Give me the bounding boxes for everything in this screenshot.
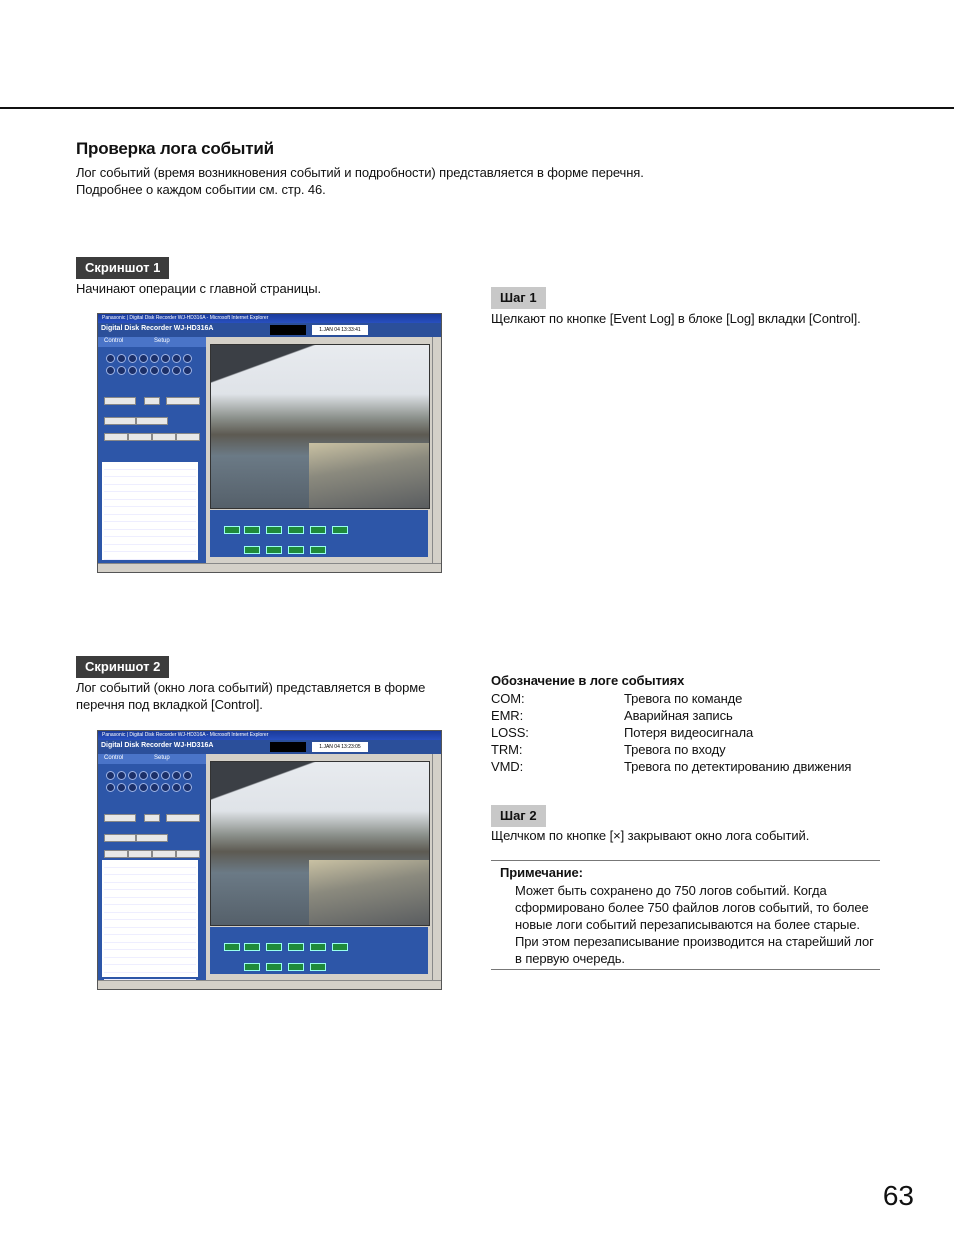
note-bottom-rule: [491, 969, 880, 970]
multiscreen-button[interactable]: [104, 814, 136, 822]
screenshot1-label: Скриншот 1: [76, 257, 169, 279]
event-log-button[interactable]: [152, 433, 176, 441]
section-title: Проверка лога событий: [76, 139, 274, 158]
legend-code-vmd: VMD:: [491, 759, 524, 774]
camera-select-row1[interactable]: [106, 771, 198, 780]
legend-title: Обозначение в логе событиях: [491, 673, 685, 688]
note-line3: новые логи событий перезаписываются на более старые.: [515, 917, 860, 932]
screenshot2-label: Скриншот 2: [76, 656, 169, 678]
scrollbar[interactable]: [432, 754, 441, 981]
sequence-button[interactable]: [144, 814, 160, 822]
search-button[interactable]: [104, 417, 136, 425]
note-line2: сформировано более 750 файлов логов событий, то более: [515, 900, 869, 915]
legend-desc-trm: Тревога по входу: [624, 742, 726, 757]
legend-desc-vmd: Тревога по детектированию движения: [624, 759, 852, 774]
camera-select-row2[interactable]: [106, 366, 198, 375]
error-log-button[interactable]: [104, 433, 128, 441]
note-line1: Может быть сохранено до 750 логов событий. Когда: [515, 883, 827, 898]
browser-statusbar: [98, 980, 441, 989]
tab-setup[interactable]: Setup: [154, 755, 170, 761]
note-line4: При этом перезаписывание производится на старейший лог: [515, 934, 874, 949]
camera-select-row1[interactable]: [106, 354, 198, 363]
control-panel: [98, 754, 206, 981]
app-header: Digital Disk Recorder WJ-HD316A 1.JAN 04 13:23:05: [98, 740, 441, 754]
legend-desc-emr: Аварийная запись: [624, 708, 733, 723]
scrollbar[interactable]: [432, 337, 441, 564]
playback-controls: [210, 927, 428, 974]
event-log-button[interactable]: [152, 850, 176, 858]
page-number: 63: [882, 1180, 914, 1211]
camera-video-view: [210, 761, 430, 926]
step1-label: Шаг 1: [491, 287, 546, 309]
access-log-button[interactable]: [128, 433, 152, 441]
el-zoom-button[interactable]: [166, 397, 200, 405]
screenshot1-image: [97, 313, 442, 573]
sequence-button[interactable]: [144, 397, 160, 405]
step2-label: Шаг 2: [491, 805, 546, 827]
browser-titlebar: Panasonic | Digital Disk Recorder WJ-HD316A - Microsoft Internet Explorer: [98, 731, 441, 740]
net-log-button[interactable]: [176, 850, 200, 858]
note-title: Примечание:: [500, 865, 583, 880]
note-top-rule: [491, 860, 880, 861]
disk-select-button[interactable]: [136, 417, 168, 425]
step1-text: Щелкают по кнопке [Event Log] в блоке [Log] вкладки [Control].: [491, 311, 861, 326]
legend-code-trm: TRM:: [491, 742, 523, 757]
legend-desc-com: Тревога по команде: [624, 691, 743, 706]
search-button[interactable]: [104, 834, 136, 842]
tab-setup[interactable]: Setup: [154, 338, 170, 344]
disk-select-button[interactable]: [136, 834, 168, 842]
top-rule: [0, 107, 954, 109]
net-log-button[interactable]: [176, 433, 200, 441]
legend-code-com: COM:: [491, 691, 525, 706]
screenshot2-caption-line2: перечня под вкладкой [Control].: [76, 697, 263, 712]
screenshot1-caption: Начинают операции с главной страницы.: [76, 281, 321, 296]
playback-controls: [210, 510, 428, 557]
control-panel: [98, 337, 206, 564]
browser-statusbar: [98, 563, 441, 572]
event-log-list: [102, 860, 198, 977]
legend-code-emr: EMR:: [491, 708, 524, 723]
legend-code-loss: LOSS:: [491, 725, 529, 740]
note-line5: в первую очередь.: [515, 951, 625, 966]
tab-control[interactable]: Control: [104, 338, 124, 344]
screenshot2-caption-line1: Лог событий (окно лога событий) представляется в форме: [76, 680, 426, 695]
step2-text: Щелчком по кнопке [×] закрывают окно лога событий.: [491, 828, 810, 843]
app-header: Digital Disk Recorder WJ-HD316A 1.JAN 04 13:33:41: [98, 323, 441, 337]
intro-text-line1: Лог событий (время возникновения событий и подробности) представляется в форме перечня.: [76, 165, 644, 180]
camera-video-view: [210, 344, 430, 509]
access-log-button[interactable]: [128, 850, 152, 858]
legend-desc-loss: Потеря видеосигнала: [624, 725, 754, 740]
browser-titlebar: Panasonic | Digital Disk Recorder WJ-HD316A - Microsoft Internet Explorer: [98, 314, 441, 323]
intro-text-line2: Подробнее о каждом событии см. стр. 46.: [76, 182, 326, 197]
camera-select-row2[interactable]: [106, 783, 198, 792]
el-zoom-button[interactable]: [166, 814, 200, 822]
screenshot2-image: [97, 730, 442, 990]
multiscreen-button[interactable]: [104, 397, 136, 405]
tab-control[interactable]: Control: [104, 755, 124, 761]
record-event-list: [102, 462, 198, 560]
error-log-button[interactable]: [104, 850, 128, 858]
